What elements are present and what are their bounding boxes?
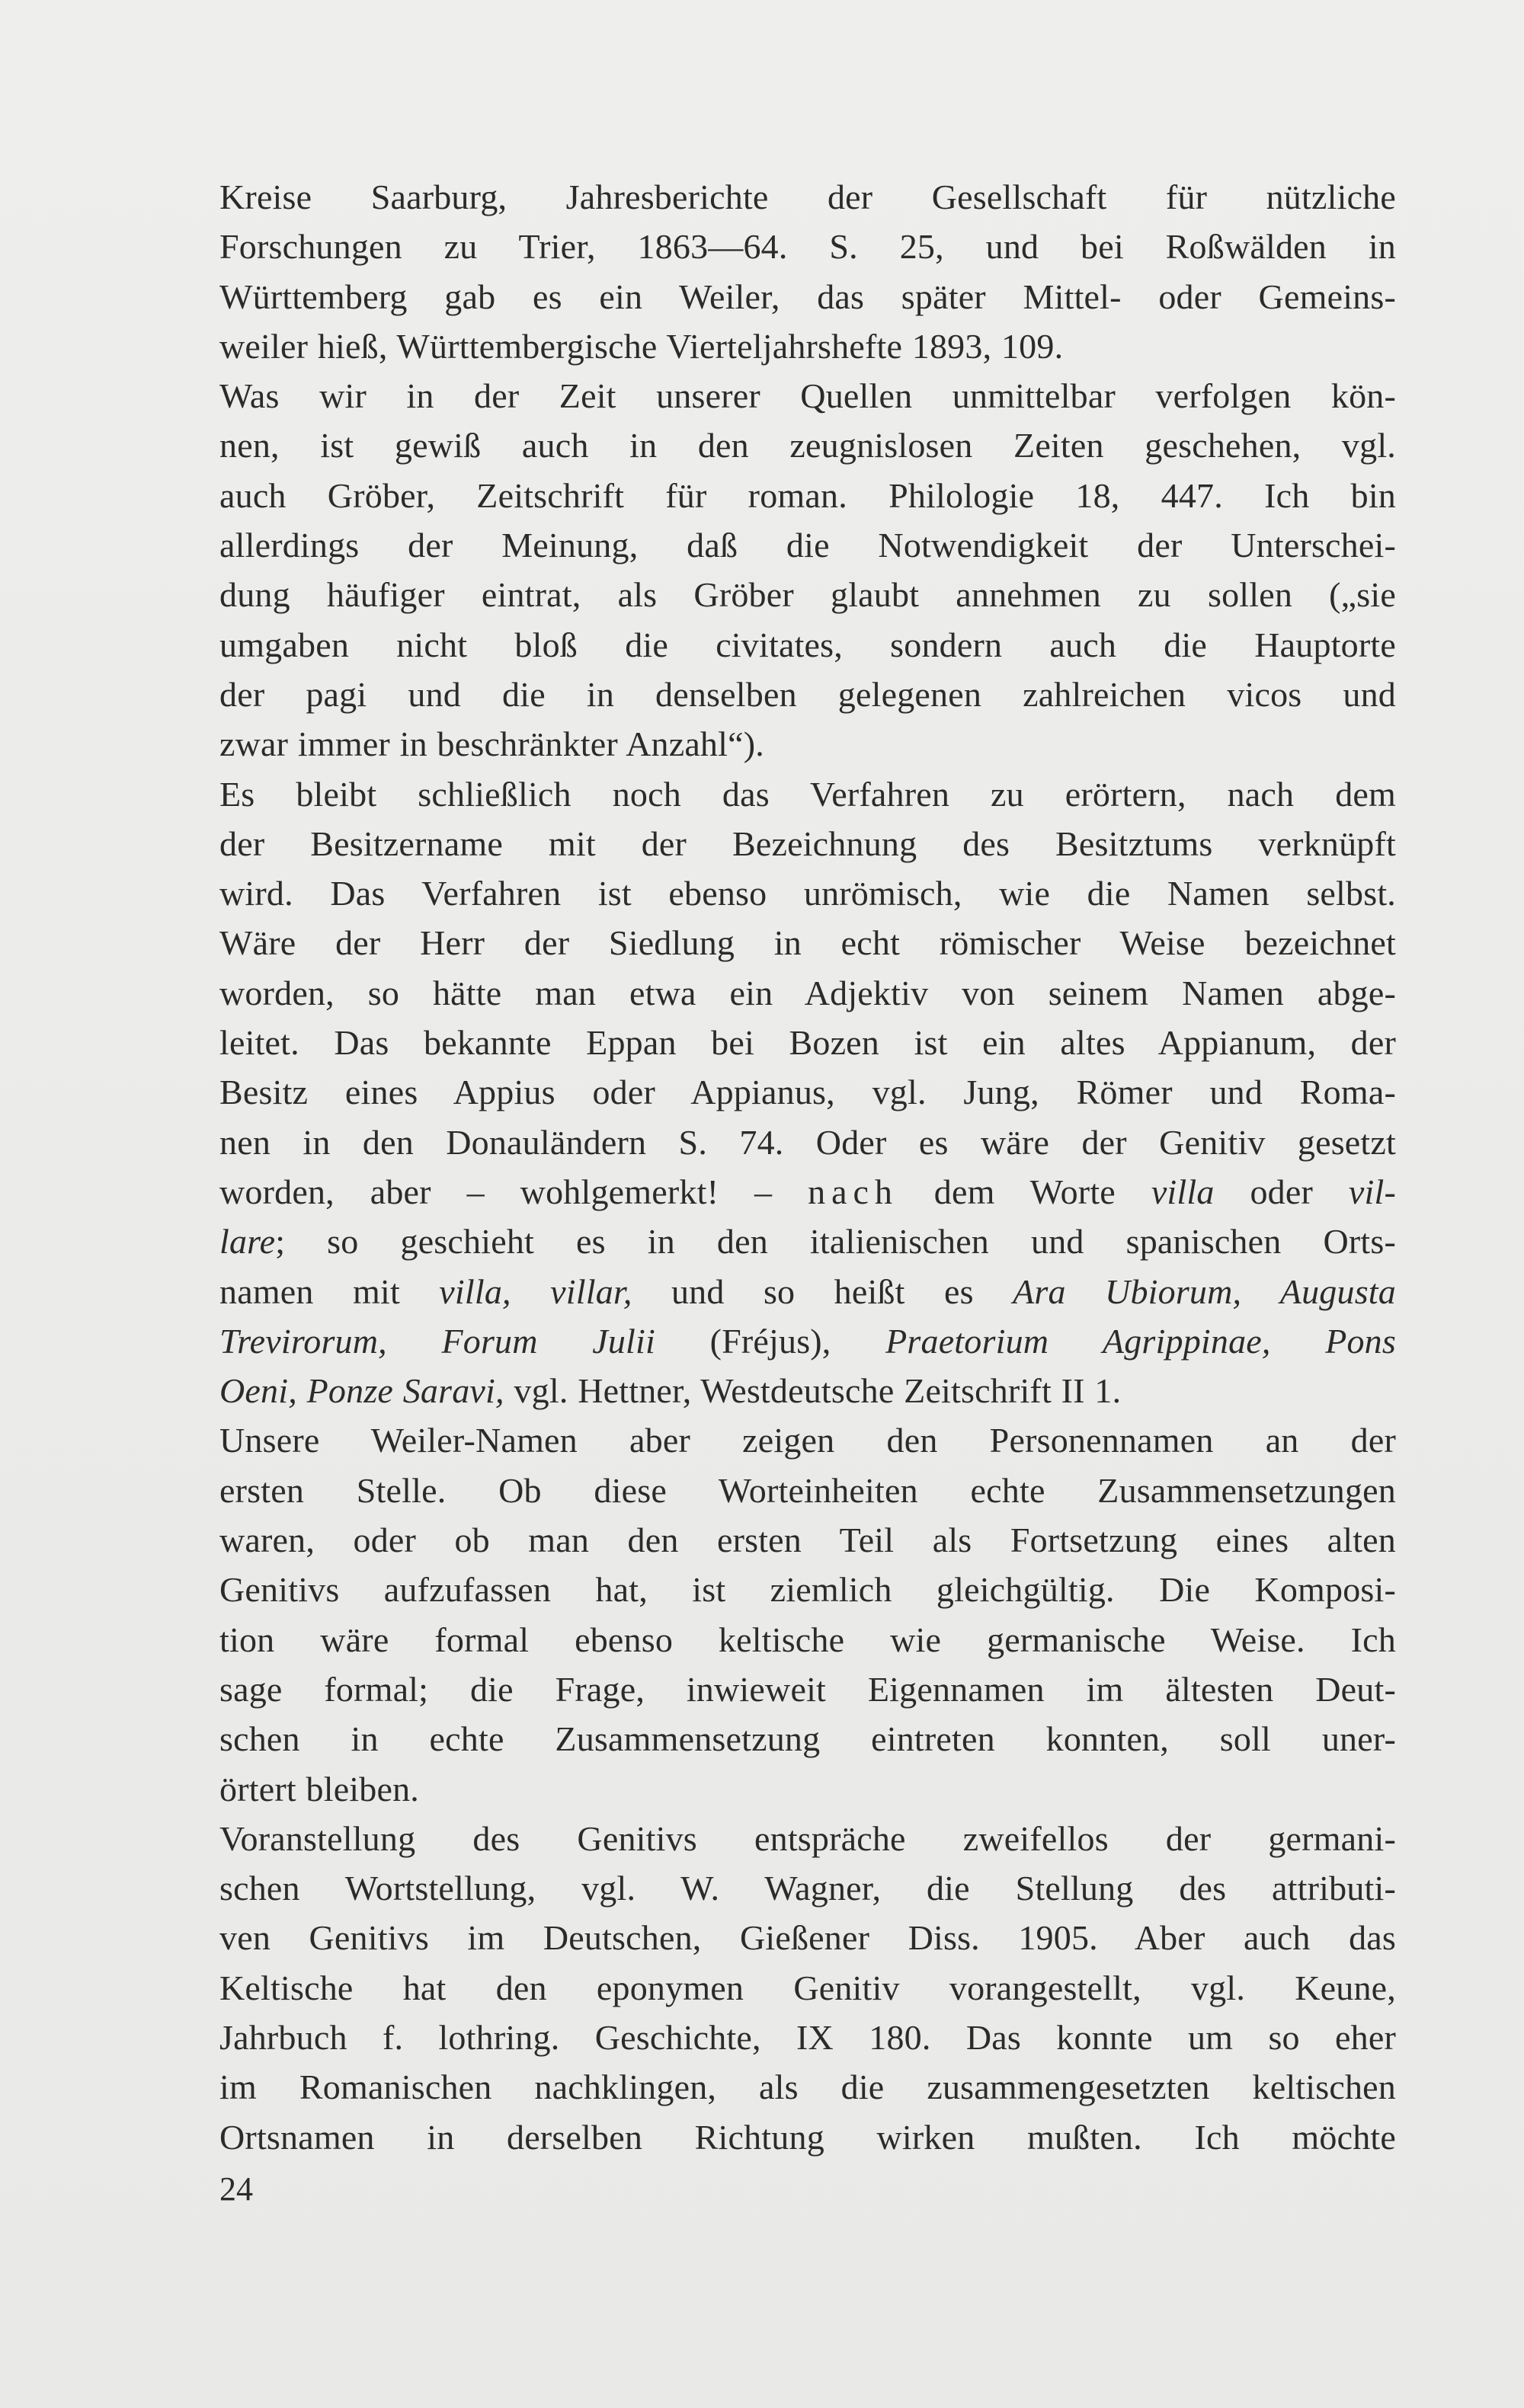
italic-text: Ara Ubiorum, Augusta (1013, 1271, 1396, 1311)
text-line: umgaben nicht bloß die civitates, sondern auch die Hauptorte (219, 625, 1396, 664)
italic-text: lare (219, 1222, 276, 1262)
text-line (219, 1167, 1396, 1217)
text-run: der Besitzername mit der Bezeichnung des Besitztums verknüpft (219, 823, 1396, 863)
text-line: tion wäre formal ebenso keltische wie germanische Weise. Ich (219, 1620, 1396, 1659)
text-line: allerdings der Meinung, daß die Notwendigkeit der Unterschei- (219, 526, 1396, 565)
text-line: ven Genitivs im Deutschen, Gießener Diss. 1905. Aber auch das (219, 1918, 1396, 1958)
spaced-emphasis-text: nach (808, 1172, 898, 1211)
text-line: Kreise Saarburg, Jahresberichte der Gesellschaft für nützliche (219, 177, 1396, 216)
body-text (219, 172, 1396, 2162)
text-line (219, 1366, 1396, 1415)
text-line (219, 1217, 1396, 1266)
text-run: ; so geschieht es in den italienischen und spanischen Orts- (275, 1222, 1396, 1262)
text-run: nen in den Donauländern S. 74. Oder es wäre der Genitiv gesetzt (219, 1122, 1396, 1162)
page-number: 24 (219, 2170, 253, 2208)
italic-text: Oeni, Ponze Saravi, (219, 1371, 504, 1411)
text-line (219, 1118, 1396, 1167)
text-line: Keltische hat den eponymen Genitiv vorangestellt, vgl. Keune, (219, 1968, 1396, 2007)
text-run: (Fréjus), (655, 1321, 886, 1361)
text-line: waren, oder ob man den ersten Teil als Fortsetzung eines alten (219, 1521, 1396, 1560)
text-line (219, 1067, 1396, 1117)
text-line (219, 968, 1396, 1018)
paragraph-1 (219, 172, 1396, 371)
text-line: örtert bleiben. (219, 1769, 420, 1808)
text-run: leitet. Das bekannte Eppan bei Bozen ist ein altes Appianum, der (219, 1023, 1396, 1063)
text-line: sage formal; die Frage, inwieweit Eigennamen im ältesten Deut- (219, 1669, 1396, 1709)
text-line (219, 1018, 1396, 1067)
text-line: Unsere Weiler-Namen aber zeigen den Personennamen an der (219, 1421, 1396, 1460)
text-run: worden, so hätte man etwa ein Adjektiv von seinem Namen abge- (219, 973, 1396, 1012)
text-line: im Romanischen nachklingen, als die zusammengesetzten keltischen (219, 2067, 1396, 2107)
text-line: Ortsnamen in derselben Richtung wirken mußten. Ich möchte (219, 2117, 1396, 2157)
italic-text: Praetorium Agrippinae, Pons (885, 1321, 1396, 1361)
text-run: oder (1214, 1172, 1349, 1211)
italic-text: villa, (439, 1271, 511, 1311)
italic-text: vil- (1348, 1172, 1396, 1211)
paragraph-5 (219, 1814, 1396, 2162)
italic-text: villar, (550, 1271, 632, 1311)
text-line: Jahrbuch f. lothring. Geschichte, IX 180. Das konnte um so eher (219, 2017, 1396, 2057)
text-run: Besitz eines Appius oder Appianus, vgl. Jung, Römer und Roma- (219, 1073, 1396, 1112)
text-line (219, 819, 1396, 868)
text-line (219, 918, 1396, 967)
text-run: vgl. Hettner, Westdeutsche Zeitschrift II 1. (504, 1371, 1122, 1411)
text-line: auch Gröber, Zeitschrift für roman. Philologie 18, 447. Ich bin (219, 475, 1396, 515)
paragraph-4 (219, 1415, 1396, 1813)
text-line (219, 769, 1396, 819)
text-line: schen in echte Zusammensetzung eintreten konnten, soll uner- (219, 1719, 1396, 1759)
text-line: Voranstellung des Genitivs entspräche zweifellos der germani- (219, 1818, 1396, 1858)
text-line: Genitivs aufzufassen hat, ist ziemlich gleichgültig. Die Komposi- (219, 1570, 1396, 1610)
text-line: Forschungen zu Trier, 1863—64. S. 25, und bei Roßwälden in (219, 227, 1396, 267)
text-line: Württemberg gab es ein Weiler, das später Mittel- oder Gemeins- (219, 277, 1396, 316)
paragraph-2 (219, 371, 1396, 769)
text-line: weiler hieß, Württembergische Vierteljahrshefte 1893, 109. (219, 326, 1064, 366)
text-run: namen mit (219, 1271, 440, 1311)
paragraph-3 (219, 769, 1396, 1416)
text-line: Was wir in der Zeit unserer Quellen unmittelbar verfolgen kön- (219, 376, 1396, 416)
text-line (219, 1316, 1396, 1366)
text-run (511, 1272, 550, 1311)
text-line: zwar immer in beschränkter Anzahl“). (219, 724, 764, 764)
text-line: dung häufiger eintrat, als Gröber glaubt annehmen zu sollen („sie (219, 575, 1396, 615)
text-line (219, 868, 1396, 918)
italic-text: Trevirorum, Forum Julii (219, 1321, 655, 1361)
text-run: worden, aber – wohlgemerkt! – (219, 1172, 808, 1211)
text-line (219, 1267, 1396, 1316)
text-run: Wäre der Herr der Siedlung in echt römischer Weise bezeichnet (219, 923, 1396, 963)
text-line: nen, ist gewiß auch in den zeugnislosen Zeiten geschehen, vgl. (219, 426, 1396, 465)
italic-text: villa (1151, 1172, 1215, 1211)
text-run: Es bleibt schließlich noch das Verfahren zu erörtern, nach dem (219, 774, 1396, 814)
text-run: und so heißt es (632, 1271, 1013, 1311)
text-line: der pagi und die in denselben gelegenen zahlreichen vicos und (219, 674, 1396, 714)
text-line: ersten Stelle. Ob diese Worteinheiten echte Zusammensetzungen (219, 1470, 1396, 1510)
text-run: dem Worte (898, 1172, 1151, 1211)
text-run: wird. Das Verfahren ist ebenso unrömisch, wie die Namen selbst. (219, 874, 1396, 913)
text-line: schen Wortstellung, vgl. W. Wagner, die Stellung des attributi- (219, 1869, 1396, 1908)
